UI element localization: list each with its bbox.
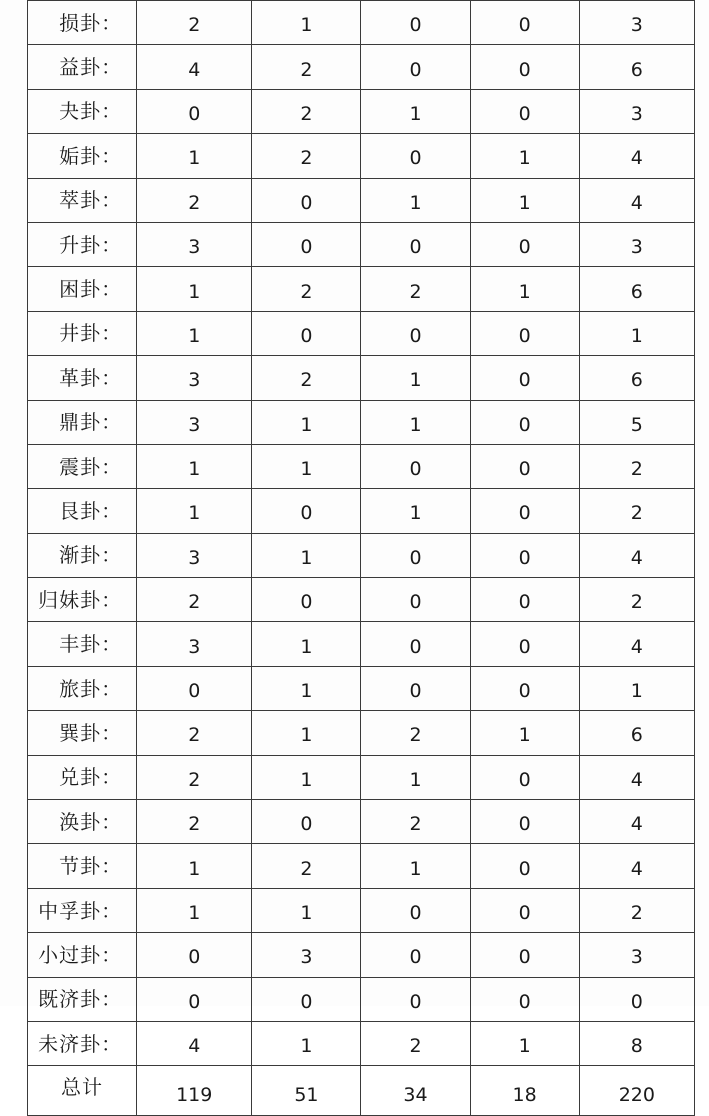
count-col-1-cell: 1 — [137, 134, 252, 178]
row-total-cell: 1 — [579, 666, 694, 710]
row-total-cell: 0 — [579, 977, 694, 1021]
table-row — [28, 533, 695, 577]
count-col-2-cell: 0 — [252, 489, 361, 533]
hexagram-name-cell: 姤卦： — [28, 134, 137, 178]
count-col-2-cell: 2 — [252, 267, 361, 311]
count-col-2-cell: 2 — [252, 844, 361, 888]
count-col-1-cell: 2 — [137, 755, 252, 799]
count-col-1-cell: 3 — [137, 222, 252, 266]
hexagram-name-cell: 既济卦： — [28, 977, 137, 1021]
count-col-4-cell: 0 — [470, 222, 579, 266]
count-col-1-cell: 3 — [137, 400, 252, 444]
count-col-3-cell: 0 — [361, 311, 470, 355]
count-col-1-cell: 0 — [137, 89, 252, 133]
count-col-4-cell: 0 — [470, 933, 579, 977]
count-col-3-cell: 1 — [361, 489, 470, 533]
table-row — [28, 267, 695, 311]
table-row — [28, 356, 695, 400]
hexagram-name-cell: 夬卦： — [28, 89, 137, 133]
count-col-4-cell: 0 — [470, 1, 579, 45]
row-total-cell: 4 — [579, 800, 694, 844]
hexagram-name-cell: 归妹卦： — [28, 578, 137, 622]
count-col-3-cell: 0 — [361, 222, 470, 266]
count-col-1-cell: 0 — [137, 933, 252, 977]
row-total-cell: 3 — [579, 933, 694, 977]
count-col-2-cell: 0 — [252, 311, 361, 355]
table-row — [28, 444, 695, 488]
table-row — [28, 800, 695, 844]
count-col-2-cell: 1 — [252, 444, 361, 488]
hexagram-name-cell: 节卦： — [28, 844, 137, 888]
table-row — [28, 844, 695, 888]
hexagram-name-cell: 兑卦： — [28, 755, 137, 799]
count-col-4-cell: 0 — [470, 444, 579, 488]
hexagram-name-cell: 中孚卦： — [28, 888, 137, 932]
count-col-4-cell: 1 — [470, 1021, 579, 1065]
count-col-4-cell: 0 — [470, 311, 579, 355]
total-count-col-1-cell: 119 — [137, 1066, 252, 1116]
row-total-cell: 4 — [579, 844, 694, 888]
count-col-3-cell: 1 — [361, 400, 470, 444]
count-col-3-cell: 0 — [361, 888, 470, 932]
row-total-cell: 4 — [579, 755, 694, 799]
row-total-cell: 2 — [579, 489, 694, 533]
count-col-4-cell: 0 — [470, 622, 579, 666]
row-total-cell: 3 — [579, 89, 694, 133]
row-total-cell: 4 — [579, 134, 694, 178]
total-count-col-2-cell: 51 — [252, 1066, 361, 1116]
count-col-2-cell: 2 — [252, 356, 361, 400]
total-count-col-4-cell: 18 — [470, 1066, 579, 1116]
row-total-cell: 6 — [579, 45, 694, 89]
count-col-1-cell: 3 — [137, 356, 252, 400]
table-row — [28, 89, 695, 133]
table-row — [28, 400, 695, 444]
count-col-2-cell: 1 — [252, 888, 361, 932]
table-body — [28, 1, 695, 1116]
count-col-4-cell: 0 — [470, 356, 579, 400]
count-col-2-cell: 1 — [252, 666, 361, 710]
count-col-4-cell: 0 — [470, 89, 579, 133]
count-col-3-cell: 2 — [361, 800, 470, 844]
row-total-cell: 2 — [579, 888, 694, 932]
row-total-cell: 4 — [579, 533, 694, 577]
count-col-2-cell: 0 — [252, 178, 361, 222]
table-row — [28, 977, 695, 1021]
row-total-cell: 5 — [579, 400, 694, 444]
hexagram-name-cell: 震卦： — [28, 444, 137, 488]
total-count-col-3-cell: 34 — [361, 1066, 470, 1116]
count-col-3-cell: 0 — [361, 444, 470, 488]
count-col-4-cell: 0 — [470, 755, 579, 799]
count-col-1-cell: 2 — [137, 1, 252, 45]
count-col-1-cell: 1 — [137, 311, 252, 355]
table-row — [28, 222, 695, 266]
count-col-2-cell: 1 — [252, 533, 361, 577]
count-col-3-cell: 0 — [361, 666, 470, 710]
count-col-3-cell: 0 — [361, 933, 470, 977]
hexagram-name-cell: 损卦： — [28, 1, 137, 45]
row-total-cell: 6 — [579, 356, 694, 400]
table-row — [28, 489, 695, 533]
count-col-3-cell: 0 — [361, 622, 470, 666]
count-col-3-cell: 1 — [361, 755, 470, 799]
count-col-2-cell: 1 — [252, 1, 361, 45]
count-col-3-cell: 2 — [361, 267, 470, 311]
hexagram-name-cell: 渐卦： — [28, 533, 137, 577]
count-col-3-cell: 1 — [361, 356, 470, 400]
count-col-4-cell: 0 — [470, 400, 579, 444]
hexagram-name-cell: 旅卦： — [28, 666, 137, 710]
count-col-3-cell: 2 — [361, 1021, 470, 1065]
hexagram-name-cell: 涣卦： — [28, 800, 137, 844]
count-col-2-cell: 0 — [252, 800, 361, 844]
hexagram-name-cell: 益卦： — [28, 45, 137, 89]
total-row — [28, 1066, 695, 1116]
row-total-cell: 6 — [579, 267, 694, 311]
total-row-total-cell: 220 — [579, 1066, 694, 1116]
count-col-4-cell: 0 — [470, 533, 579, 577]
count-col-2-cell: 0 — [252, 977, 361, 1021]
count-col-3-cell: 1 — [361, 844, 470, 888]
count-col-2-cell: 0 — [252, 222, 361, 266]
table-row — [28, 888, 695, 932]
hexagram-name-cell: 未济卦： — [28, 1021, 137, 1065]
hexagram-count-table — [27, 0, 695, 1116]
row-total-cell: 3 — [579, 1, 694, 45]
count-col-3-cell: 0 — [361, 578, 470, 622]
count-col-4-cell: 0 — [470, 977, 579, 1021]
count-col-4-cell: 1 — [470, 711, 579, 755]
table-row — [28, 45, 695, 89]
table-row — [28, 1, 695, 45]
hexagram-name-cell: 丰卦： — [28, 622, 137, 666]
count-col-3-cell: 1 — [361, 89, 470, 133]
count-col-2-cell: 2 — [252, 45, 361, 89]
hexagram-name-cell: 困卦： — [28, 267, 137, 311]
row-total-cell: 1 — [579, 311, 694, 355]
count-col-4-cell: 0 — [470, 800, 579, 844]
table-row — [28, 178, 695, 222]
table-row — [28, 933, 695, 977]
count-col-4-cell: 0 — [470, 844, 579, 888]
count-col-3-cell: 0 — [361, 533, 470, 577]
table-row — [28, 711, 695, 755]
table-row — [28, 622, 695, 666]
row-total-cell: 2 — [579, 444, 694, 488]
count-col-2-cell: 0 — [252, 578, 361, 622]
count-col-1-cell: 4 — [137, 45, 252, 89]
table-row — [28, 134, 695, 178]
count-col-1-cell: 2 — [137, 711, 252, 755]
count-col-3-cell: 1 — [361, 178, 470, 222]
table-row — [28, 666, 695, 710]
count-col-3-cell: 0 — [361, 1, 470, 45]
count-col-2-cell: 1 — [252, 1021, 361, 1065]
hexagram-name-cell: 升卦： — [28, 222, 137, 266]
row-total-cell: 4 — [579, 178, 694, 222]
count-col-1-cell: 0 — [137, 977, 252, 1021]
count-col-1-cell: 4 — [137, 1021, 252, 1065]
count-col-4-cell: 0 — [470, 888, 579, 932]
count-col-1-cell: 2 — [137, 178, 252, 222]
count-col-4-cell: 0 — [470, 45, 579, 89]
hexagram-name-cell: 小过卦： — [28, 933, 137, 977]
count-col-1-cell: 2 — [137, 800, 252, 844]
hexagram-name-cell: 鼎卦： — [28, 400, 137, 444]
count-col-1-cell: 0 — [137, 666, 252, 710]
table-row — [28, 755, 695, 799]
count-col-4-cell: 0 — [470, 489, 579, 533]
count-col-1-cell: 1 — [137, 489, 252, 533]
count-col-4-cell: 0 — [470, 666, 579, 710]
count-col-2-cell: 1 — [252, 711, 361, 755]
count-col-2-cell: 2 — [252, 134, 361, 178]
count-col-4-cell: 0 — [470, 578, 579, 622]
count-col-4-cell: 1 — [470, 178, 579, 222]
row-total-cell: 3 — [579, 222, 694, 266]
count-col-2-cell: 1 — [252, 400, 361, 444]
count-col-1-cell: 1 — [137, 844, 252, 888]
count-col-2-cell: 1 — [252, 755, 361, 799]
row-total-cell: 8 — [579, 1021, 694, 1065]
count-col-1-cell: 3 — [137, 533, 252, 577]
row-total-cell: 6 — [579, 711, 694, 755]
count-col-3-cell: 2 — [361, 711, 470, 755]
count-col-1-cell: 2 — [137, 578, 252, 622]
count-col-2-cell: 1 — [252, 622, 361, 666]
count-col-1-cell: 3 — [137, 622, 252, 666]
count-col-3-cell: 0 — [361, 977, 470, 1021]
hexagram-name-cell: 萃卦： — [28, 178, 137, 222]
count-col-2-cell: 3 — [252, 933, 361, 977]
table-row — [28, 1021, 695, 1065]
count-col-4-cell: 1 — [470, 267, 579, 311]
count-col-2-cell: 2 — [252, 89, 361, 133]
hexagram-name-cell: 巽卦： — [28, 711, 137, 755]
count-col-1-cell: 1 — [137, 888, 252, 932]
count-col-4-cell: 1 — [470, 134, 579, 178]
count-col-3-cell: 0 — [361, 45, 470, 89]
count-col-1-cell: 1 — [137, 444, 252, 488]
table-row — [28, 311, 695, 355]
count-col-1-cell: 1 — [137, 267, 252, 311]
count-col-3-cell: 0 — [361, 134, 470, 178]
total-label-cell: 总计 — [28, 1066, 137, 1116]
row-total-cell: 4 — [579, 622, 694, 666]
table-row — [28, 578, 695, 622]
hexagram-name-cell: 艮卦： — [28, 489, 137, 533]
row-total-cell: 2 — [579, 578, 694, 622]
hexagram-name-cell: 井卦： — [28, 311, 137, 355]
hexagram-name-cell: 革卦： — [28, 356, 137, 400]
